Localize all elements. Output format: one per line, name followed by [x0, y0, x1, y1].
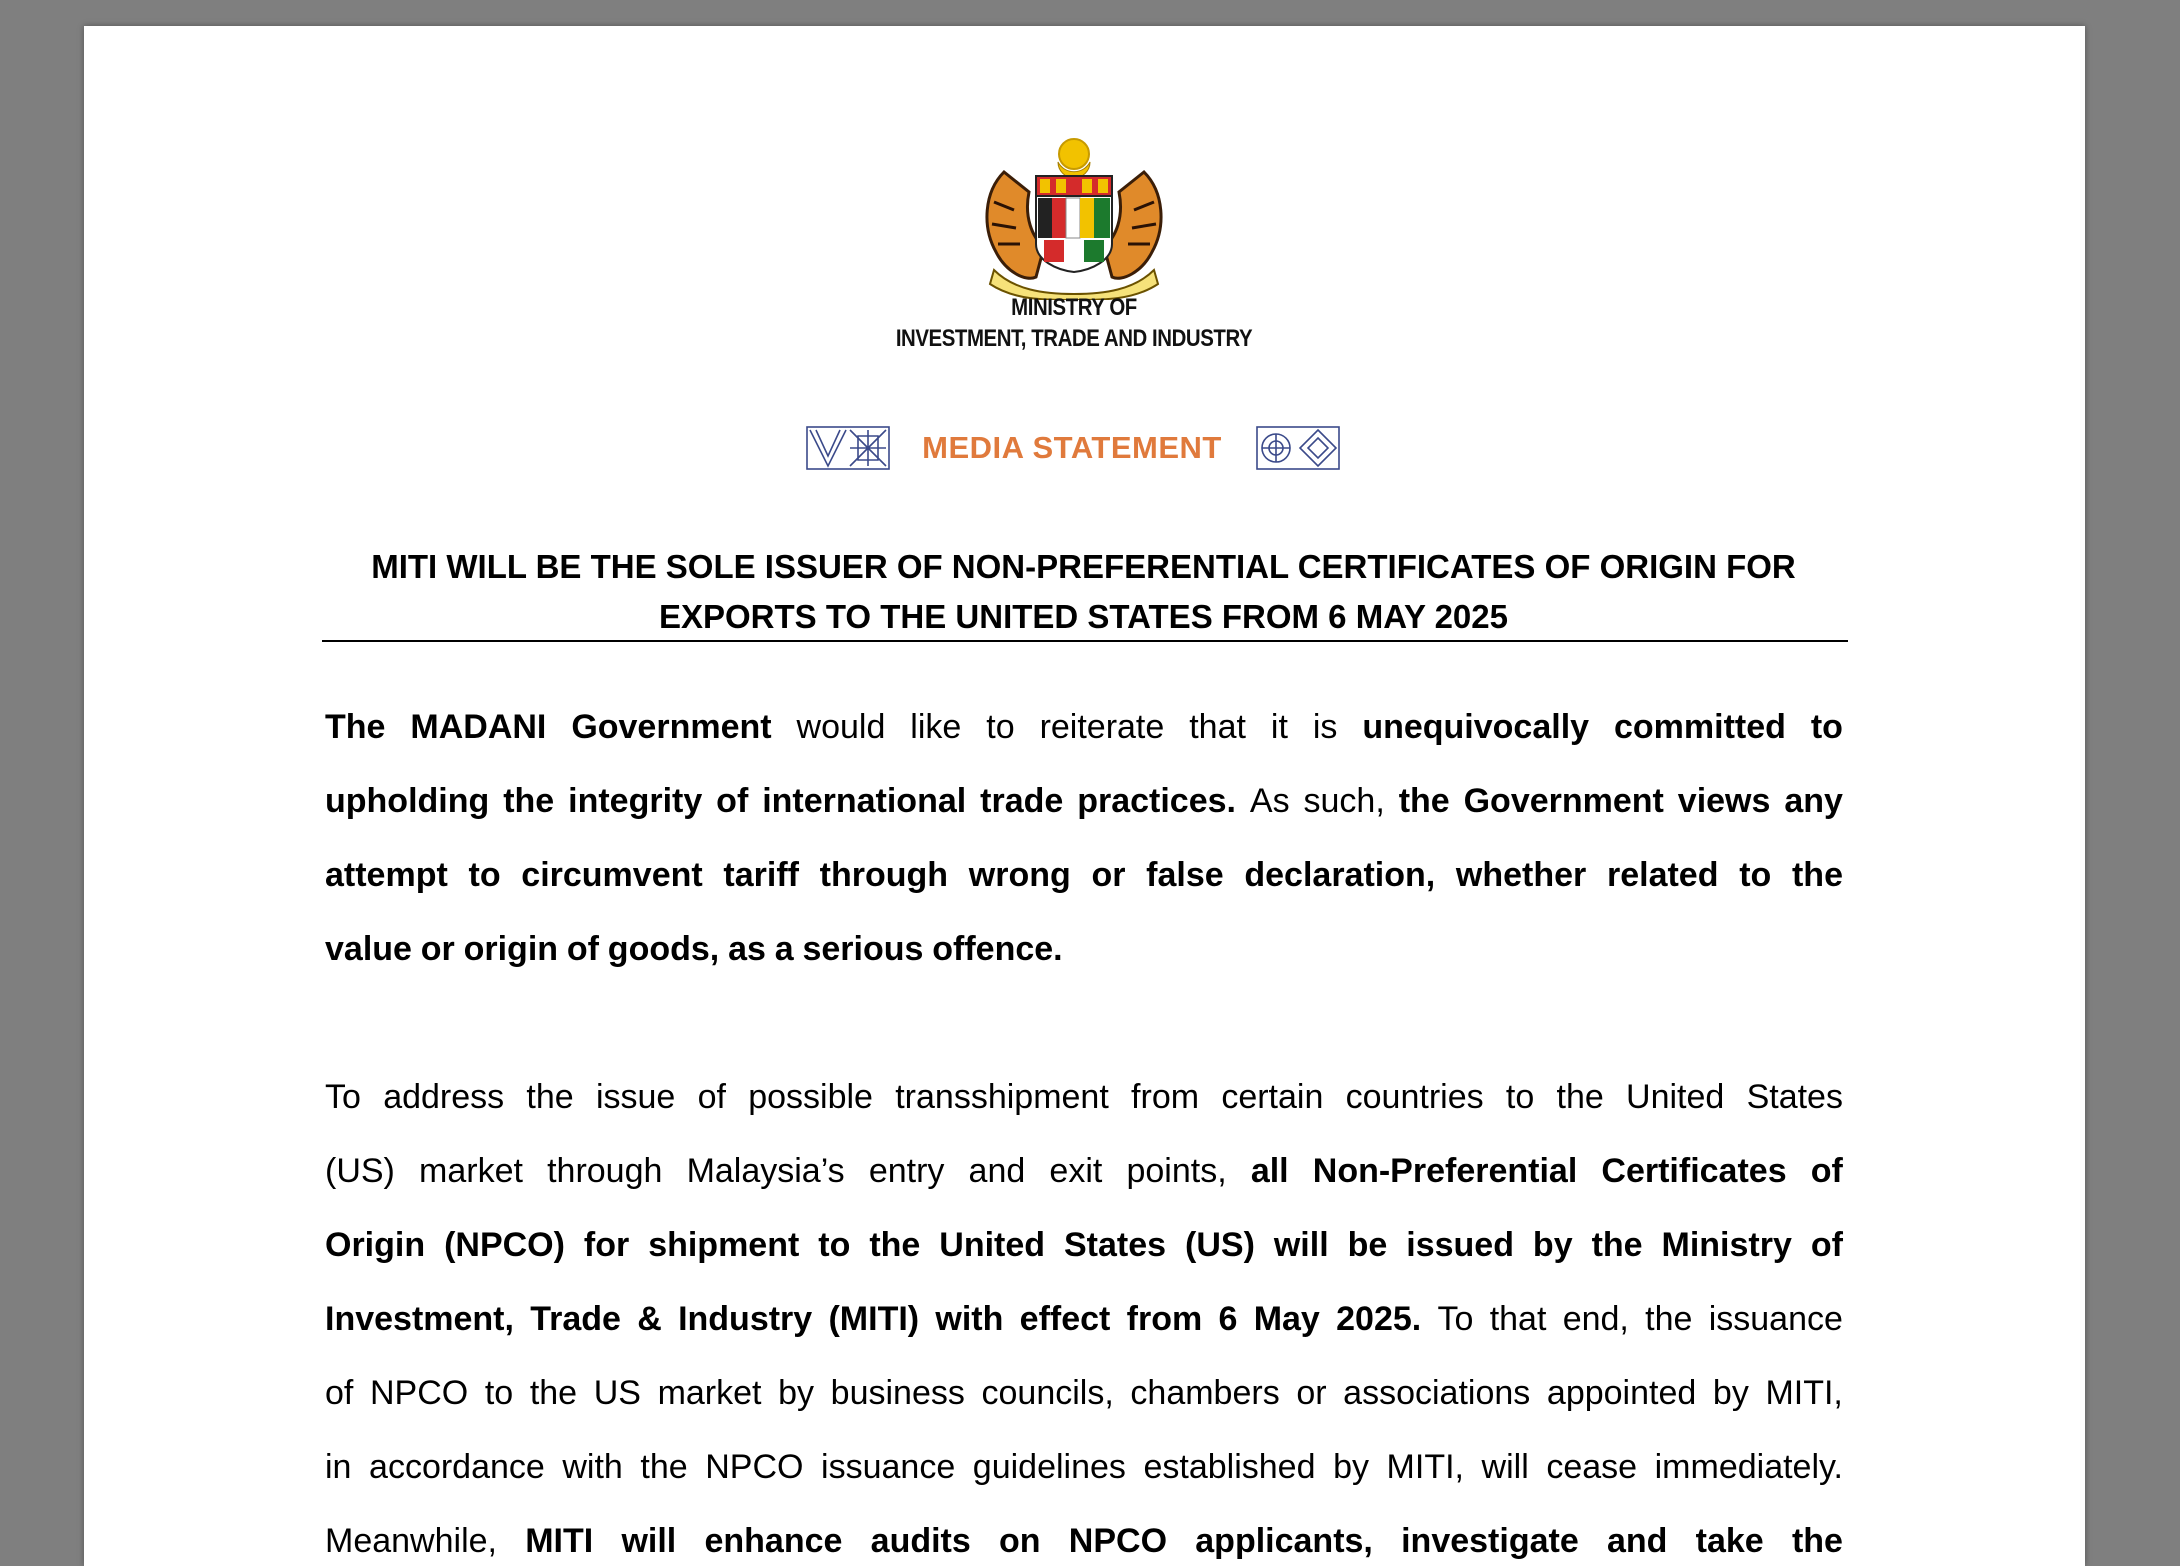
word: and — [968, 1152, 1026, 1190]
word: of — [566, 930, 599, 968]
word: false — [1146, 856, 1224, 894]
word: (US) — [1185, 1226, 1255, 1264]
word: May — [1253, 1300, 1320, 1338]
word: of — [1810, 1226, 1843, 1264]
media-statement-banner — [806, 426, 1346, 472]
word: Ministry — [1661, 1226, 1792, 1264]
word: entry — [868, 1152, 945, 1190]
word: issuance — [1708, 1300, 1843, 1338]
word: from — [1126, 1300, 1203, 1338]
word: or — [1296, 1374, 1327, 1412]
word: MITI, — [1386, 1448, 1464, 1486]
word: declaration, — [1244, 856, 1436, 894]
word: Non-Preferential — [1312, 1152, 1578, 1190]
text-line — [325, 1208, 1843, 1282]
headline-line-1: MITI WILL BE THE SOLE ISSUER OF NON-PREFERENTIAL CERTIFICATES OF ORIGIN FOR — [371, 548, 1796, 585]
word: Certificates — [1601, 1152, 1787, 1190]
word: the — [1591, 1226, 1643, 1264]
word: practices. — [1077, 782, 1236, 820]
paragraph-1 — [325, 690, 1843, 986]
word: international — [762, 782, 967, 820]
word: accordance — [369, 1448, 545, 1486]
word: circumvent — [521, 856, 703, 894]
ministry-name — [828, 292, 1321, 354]
word: NPCO — [369, 1374, 469, 1412]
malaysia-coat-of-arms-emblem — [974, 132, 1174, 300]
word: Trade — [530, 1300, 621, 1338]
word: certain — [1221, 1078, 1324, 1116]
media-statement-label: MEDIA STATEMENT — [922, 430, 1222, 465]
word: be — [1347, 1226, 1388, 1264]
word: or — [420, 930, 455, 968]
word: investigate — [1401, 1522, 1579, 1560]
word: origin — [463, 930, 559, 968]
word: United — [939, 1226, 1046, 1264]
word: US — [593, 1374, 641, 1412]
word: a — [774, 930, 794, 968]
text-line — [325, 1504, 1843, 1566]
word: MITI — [525, 1522, 594, 1560]
word: serious — [802, 930, 924, 968]
word: reiterate — [1039, 708, 1165, 746]
word: Malaysia’s — [686, 1152, 845, 1190]
word: whether — [1455, 856, 1587, 894]
word: goods, — [607, 930, 720, 968]
word: the — [1791, 856, 1843, 894]
document-page — [84, 26, 2085, 1566]
headline-underline — [322, 640, 1848, 642]
word: As — [1249, 782, 1290, 820]
word: offence. — [932, 930, 1063, 968]
word: the — [526, 1078, 574, 1116]
word: (NPCO) — [444, 1226, 565, 1264]
word: enhance — [704, 1522, 843, 1560]
word: that — [1189, 708, 1246, 746]
word: take — [1695, 1522, 1764, 1560]
word: to — [1739, 856, 1772, 894]
word: market — [419, 1152, 523, 1190]
word: with — [935, 1300, 1004, 1338]
word: of — [697, 1078, 726, 1116]
word: Origin — [325, 1226, 426, 1264]
word: States — [1746, 1078, 1843, 1116]
text-line — [325, 1356, 1843, 1430]
word: the — [1791, 1522, 1843, 1560]
text-line — [325, 764, 1843, 838]
word: to — [1810, 708, 1843, 746]
word: to — [986, 708, 1015, 746]
word: councils, — [981, 1374, 1114, 1412]
headline-line-2: EXPORTS TO THE UNITED STATES FROM 6 MAY 2025 — [658, 598, 1508, 635]
word: to — [484, 1374, 514, 1412]
word: through — [819, 856, 949, 894]
word: to — [468, 856, 501, 894]
ministry-line-2: INVESTMENT, TRADE AND INDUSTRY — [895, 325, 1253, 352]
text-line — [325, 1430, 1843, 1504]
word: wrong — [968, 856, 1071, 894]
word: committed — [1614, 708, 1786, 746]
headline — [320, 542, 1847, 642]
word: upholding — [325, 782, 490, 820]
word: trade — [980, 782, 1064, 820]
word: of — [716, 782, 749, 820]
word: to — [818, 1226, 851, 1264]
word: related — [1606, 856, 1719, 894]
word: issuance — [821, 1448, 956, 1486]
word: all — [1250, 1152, 1289, 1190]
word: such, — [1303, 782, 1385, 820]
word: would — [796, 708, 886, 746]
word: business — [830, 1374, 965, 1412]
word: MITI, — [1765, 1374, 1843, 1412]
word: it — [1270, 708, 1288, 746]
word: unequivocally — [1362, 708, 1590, 746]
word: any — [1784, 782, 1843, 820]
word: issue — [595, 1078, 676, 1116]
word: established — [1143, 1448, 1316, 1486]
word: 6 — [1218, 1300, 1238, 1338]
word: cease — [1546, 1448, 1638, 1486]
word: or — [1091, 856, 1126, 894]
word: in — [325, 1448, 352, 1486]
word: States — [1064, 1226, 1167, 1264]
word: by — [1712, 1374, 1749, 1412]
word: like — [910, 708, 962, 746]
word: will — [1273, 1226, 1329, 1264]
word: applicants, — [1195, 1522, 1373, 1560]
word: from — [1131, 1078, 1200, 1116]
word: United — [1626, 1078, 1725, 1116]
word: the — [640, 1448, 688, 1486]
word: by — [1532, 1226, 1573, 1264]
word: issued — [1406, 1226, 1514, 1264]
word: The — [325, 708, 386, 746]
word: possible — [748, 1078, 873, 1116]
songket-pattern-right-icon — [1256, 426, 1340, 470]
text-line — [325, 690, 1843, 764]
word: market — [657, 1374, 762, 1412]
word: the — [869, 1226, 921, 1264]
word: is — [1312, 708, 1338, 746]
word: (MITI) — [828, 1300, 920, 1338]
word: the — [1398, 782, 1450, 820]
word: Industry — [678, 1300, 813, 1338]
word: address — [383, 1078, 505, 1116]
word: effect — [1019, 1300, 1111, 1338]
word: audits — [870, 1522, 971, 1560]
word: will — [1481, 1448, 1529, 1486]
word: of — [325, 1374, 354, 1412]
word: and — [1606, 1522, 1668, 1560]
word: end, — [1562, 1300, 1629, 1338]
word: Government — [571, 708, 772, 746]
ministry-line-1: MINISTRY OF — [1011, 294, 1137, 321]
word: the — [1556, 1078, 1604, 1116]
word: through — [547, 1152, 663, 1190]
word: the — [1645, 1300, 1693, 1338]
word: & — [637, 1300, 662, 1338]
word: To — [1437, 1300, 1474, 1338]
word: NPCO — [1068, 1522, 1168, 1560]
word: guidelines — [972, 1448, 1126, 1486]
word: immediately. — [1654, 1448, 1843, 1486]
word: countries — [1345, 1078, 1484, 1116]
text-line — [325, 1134, 1843, 1208]
word: Meanwhile, — [325, 1522, 497, 1560]
paragraph-2 — [325, 1060, 1843, 1566]
word: associations — [1343, 1374, 1531, 1412]
word: as — [728, 930, 766, 968]
word: shipment — [648, 1226, 800, 1264]
word: (US) — [325, 1152, 395, 1190]
text-line — [325, 838, 1843, 912]
word: views — [1677, 782, 1771, 820]
word: that — [1489, 1300, 1547, 1338]
text-line — [325, 1060, 1843, 1134]
word: transshipment — [895, 1078, 1109, 1116]
word: MADANI — [410, 708, 547, 746]
word: on — [999, 1522, 1041, 1560]
word: exit — [1049, 1152, 1103, 1190]
word: by — [778, 1374, 815, 1412]
word: of — [1810, 1152, 1843, 1190]
word: 2025. — [1336, 1300, 1422, 1338]
word: with — [562, 1448, 623, 1486]
word: for — [583, 1226, 630, 1264]
word: NPCO — [705, 1448, 804, 1486]
word: To — [325, 1078, 361, 1116]
word: Government — [1463, 782, 1664, 820]
word: will — [621, 1522, 677, 1560]
word: points, — [1126, 1152, 1227, 1190]
text-line — [325, 912, 1843, 986]
songket-pattern-left-icon — [806, 426, 890, 470]
word: the — [529, 1374, 578, 1412]
word: tariff — [723, 856, 799, 894]
word: to — [1505, 1078, 1535, 1116]
word: value — [325, 930, 412, 968]
word: chambers — [1130, 1374, 1280, 1412]
word: attempt — [325, 856, 448, 894]
text-line — [325, 1282, 1843, 1356]
word: by — [1333, 1448, 1369, 1486]
word: the — [503, 782, 555, 820]
word: appointed — [1546, 1374, 1697, 1412]
word: Investment, — [325, 1300, 514, 1338]
word: integrity — [568, 782, 703, 820]
